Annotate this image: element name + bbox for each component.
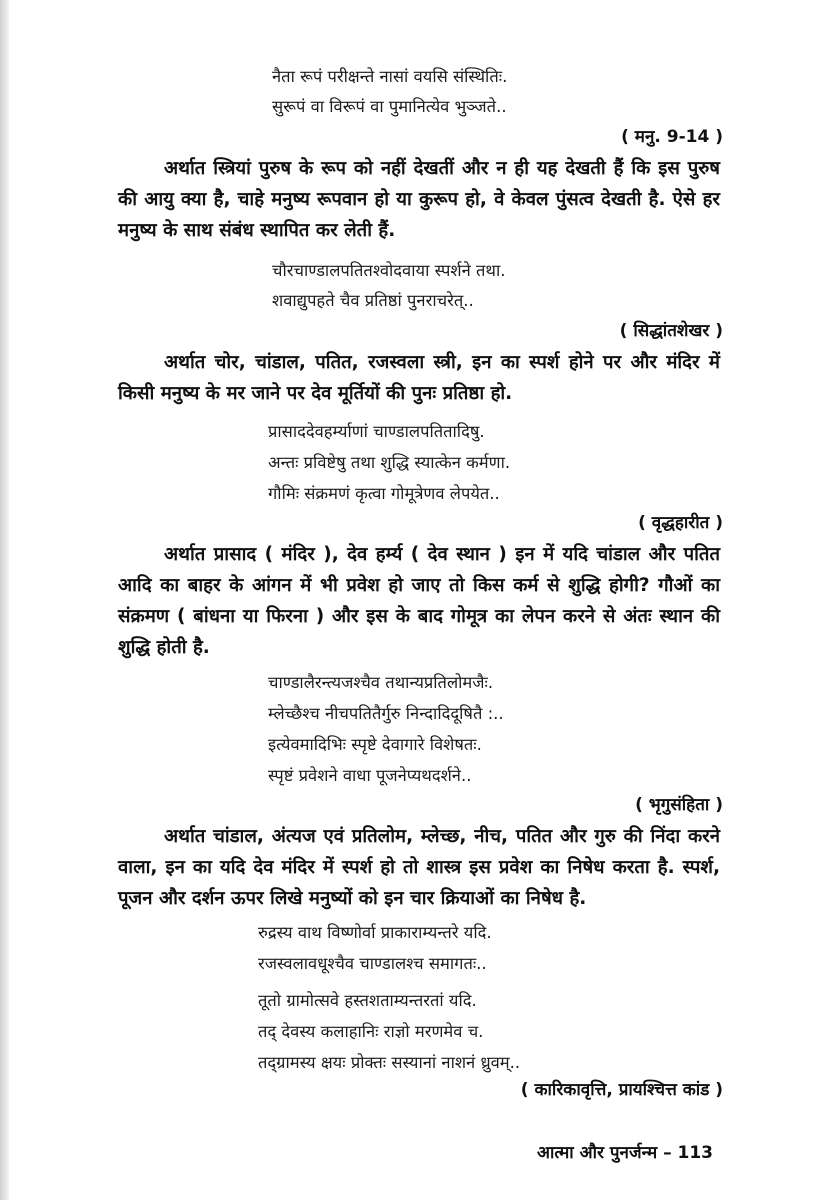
meaning-paragraph: अर्थात स्त्रियां पुरुष के रूप को नहीं देखतीं और न ही यह देखती हैं कि इस पुरुष की आयु क्या है, चाहे मनुष्य रूपवान हो या कुरूप हो, वे केवल पुंसत्व देखती है. ऐसे हर मनुष्य के साथ संबंध स्थापित कर लेती हैं.	[118, 158, 720, 241]
verse-line: अन्तः प्रविष्टेषु तथा शुद्धि स्यात्केन कर्मणा.	[268, 453, 511, 472]
verse-line: नैता रूपं परीक्षन्ते नासां वयसि संस्थितिः.	[272, 67, 508, 86]
page-edge-shadow	[0, 0, 9, 1200]
source-citation: ( भृगुसंहिता )	[635, 795, 723, 815]
footer-separator: –	[663, 1143, 672, 1163]
book-title: आत्मा और पुनर्जन्म	[536, 1143, 658, 1163]
verse-line: प्रासाददेवहर्म्याणां चाण्डालपतितादिषु.	[268, 422, 485, 441]
page-footer	[537, 1140, 713, 1163]
verse-line: सुरूपं वा विरूपं वा पुमानित्येव भुञ्जते..	[272, 97, 507, 116]
verse-line: तूतो ग्रामोत्सवे हस्तशताम्यन्तरतां यदि.	[258, 991, 477, 1010]
meaning-paragraph: अर्थात चोर, चांडाल, पतित, रजस्वला स्त्री, इन का स्पर्श होने पर और मंदिर में किसी मनुष्य के मर जाने पर देव मूर्तियों की पुनः प्रतिष्ठा हो.	[118, 352, 720, 404]
verse-line: स्पृष्टं प्रवेशने वाधा पूजनेप्यथदर्शने..	[268, 766, 472, 785]
verse-line: चौरचाण्डालपतितश्वोदवाया स्पर्शने तथा.	[272, 261, 506, 280]
source-citation: ( वृद्धहारीत )	[638, 513, 723, 533]
source-citation: ( मनु. 9-14 )	[621, 127, 723, 147]
source-citation: ( सिद्धांतशेखर )	[619, 321, 723, 341]
verse-line: इत्येवमादिभिः स्पृष्टे देवागारे विशेषतः.	[268, 735, 482, 754]
verse-line: रुद्रस्य वाथ विष्णोर्वा प्राकाराम्यन्तरे यदि.	[258, 923, 492, 942]
verse-line: तद् देवस्य कलाहानिः राज्ञो मरणमेव च.	[258, 1022, 484, 1041]
verse-line: म्लेच्छैश्च नीचपतितैर्गुरु निन्दादिदूषितै :..	[268, 704, 504, 723]
verse-line: गौमिः संक्रमणं कृत्वा गोमूत्रेणव लेपयेत..	[268, 484, 500, 503]
verse-line: शवाद्युपहते चैव प्रतिष्ठां पुनराचरेत्..	[272, 291, 474, 310]
source-citation: ( कारिकावृत्ति, प्रायश्चित्त कांड )	[520, 1080, 723, 1100]
verse-line: तद्ग्रामस्य क्षयः प्रोक्तः सस्यानां नाशनं ध्रुवम्..	[258, 1053, 521, 1072]
verse-line: चाण्डालैरन्त्यजश्चैव तथान्यप्रतिलोमजैः.	[268, 673, 494, 692]
page-number: 113	[677, 1143, 713, 1163]
meaning-paragraph: अर्थात प्रासाद ( मंदिर ), देव हर्म्य ( देव स्थान ) इन में यदि चांडाल और पतित आदि का बाहर के आंगन में भी प्रवेश हो जाए तो किस कर्म से शुद्धि होगी? गौओं का संक्रमण ( बांधना या फिरना ) और इस के बाद गोमूत्र का लेपन करने से अंतः स्थान की शुद्धि होती है.	[118, 544, 720, 658]
meaning-paragraph: अर्थात चांडाल, अंत्यज एवं प्रतिलोम, म्लेच्छ, नीच, पतित और गुरु की निंदा करने वाला, इन का यदि देव मंदिर में स्पर्श हो तो शास्त्र इस प्रवेश का निषेध करता है. स्पर्श, पूजन और दर्शन ऊपर लिखे मनुष्यों को इन चार क्रियाओं का निषेध है.	[118, 826, 720, 909]
verse-line: रजस्वलावधूश्चैव चाण्डालश्च समागतः..	[258, 954, 487, 973]
